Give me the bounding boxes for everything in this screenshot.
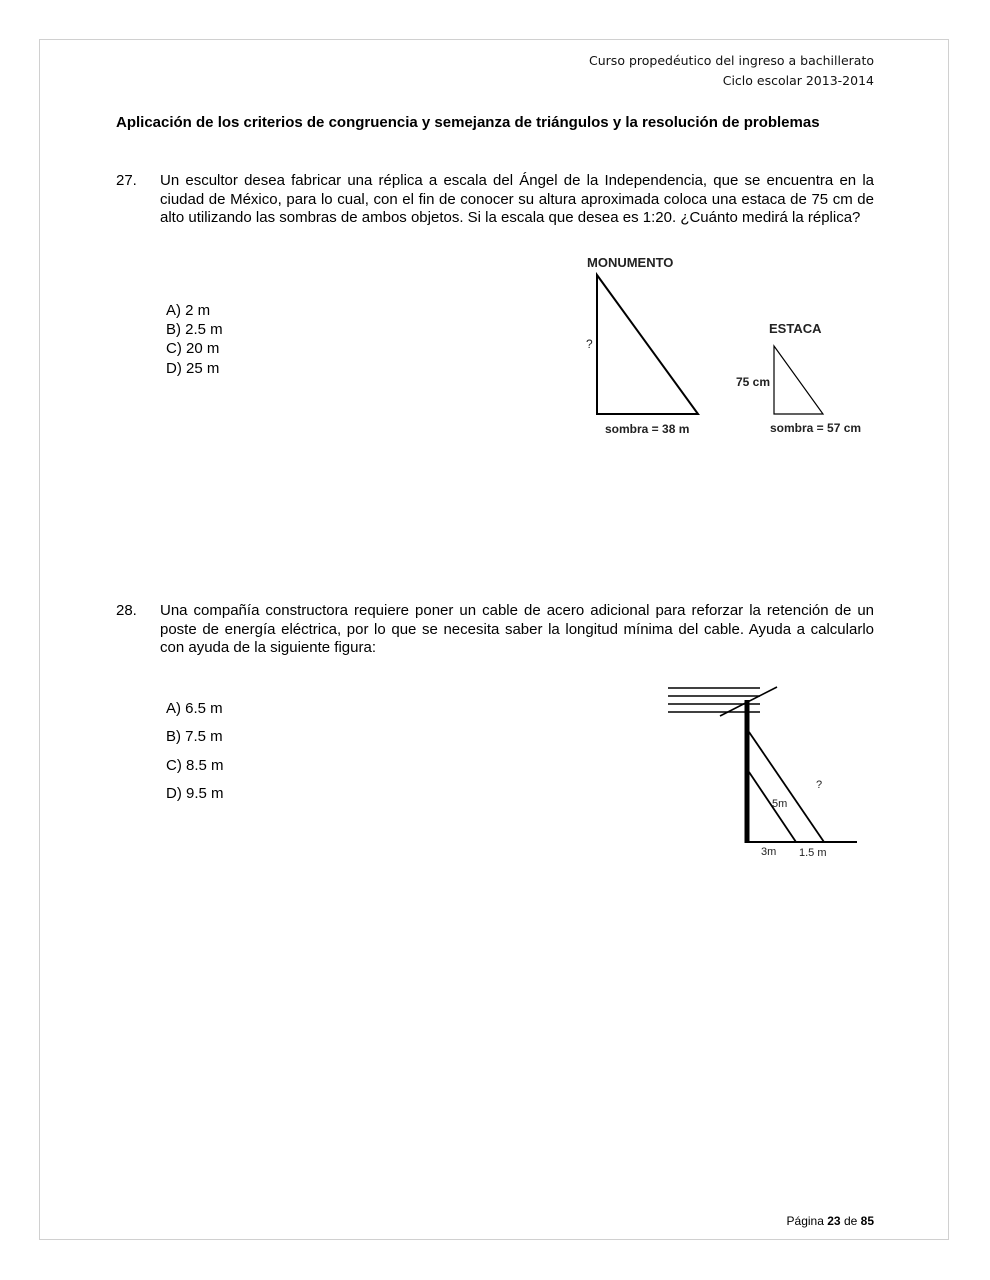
monument-triangle (597, 275, 698, 414)
question-27-text: Un escultor desea fabricar una réplica a escala del Ángel de la Independencia, que se encuentra en la ciudad de México, para lo cual, con el fin de conocer su altura aproximada coloca una estaca de 75 cm de alto utilizando las sombras de ambos objetos. Si la escala que desea es 1:20. ¿Cuánto medirá la réplica? (160, 172, 874, 226)
cable-length-label: 5m (772, 798, 788, 810)
q27-option-c: C) 20 m (166, 340, 220, 357)
q28-option-d: D) 9.5 m (166, 785, 224, 802)
stake-label: ESTACA (769, 321, 822, 336)
page-footer (787, 1214, 874, 1228)
stake-height-label: 75 cm (736, 375, 771, 389)
base-1-5m-label: 1.5 m (799, 847, 827, 859)
footer-page-number: 23 (827, 1214, 841, 1228)
base-3m-label: 3m (761, 846, 777, 858)
monument-height-label: ? (586, 337, 593, 351)
question-27-number: 27. (116, 172, 137, 189)
q28-option-c: C) 8.5 m (166, 757, 224, 774)
q27-option-a: A) 2 m (166, 302, 211, 319)
q27-option-d: D) 25 m (166, 360, 220, 377)
footer-page-word: Página (786, 1214, 824, 1228)
question-28-text: Una compañía constructora requiere poner un cable de acero adicional para reforzar la retención de un poste de energía eléctrica, por lo que se necesita saber la longitud mínima del cable. Ayuda a calcularlo con ayuda de la siguiente figura: (160, 602, 874, 656)
stake-shadow-label: sombra = 57 cm (770, 421, 862, 435)
unknown-length-label: ? (816, 779, 823, 791)
q28-option-b: B) 7.5 m (166, 728, 223, 745)
cable-new (749, 732, 824, 842)
q28-option-a: A) 6.5 m (166, 700, 223, 717)
q28-figure (660, 680, 870, 865)
header-cycle: Ciclo escolar 2013-2014 (722, 73, 874, 88)
stake-triangle (774, 346, 823, 414)
monument-label: MONUMENTO (587, 255, 674, 270)
question-28-number: 28. (116, 602, 137, 619)
monument-shadow-label: sombra = 38 m (605, 422, 690, 436)
q27-figure (560, 248, 880, 448)
footer-total-pages: 85 (860, 1214, 874, 1228)
q27-option-b: B) 2.5 m (166, 321, 223, 338)
footer-of-word: de (843, 1214, 858, 1228)
section-title: Aplicación de los criterios de congruencia y semejanza de triángulos y la resolución de problemas (116, 114, 820, 131)
header-course: Curso propedéutico del ingreso a bachillerato (589, 53, 874, 68)
